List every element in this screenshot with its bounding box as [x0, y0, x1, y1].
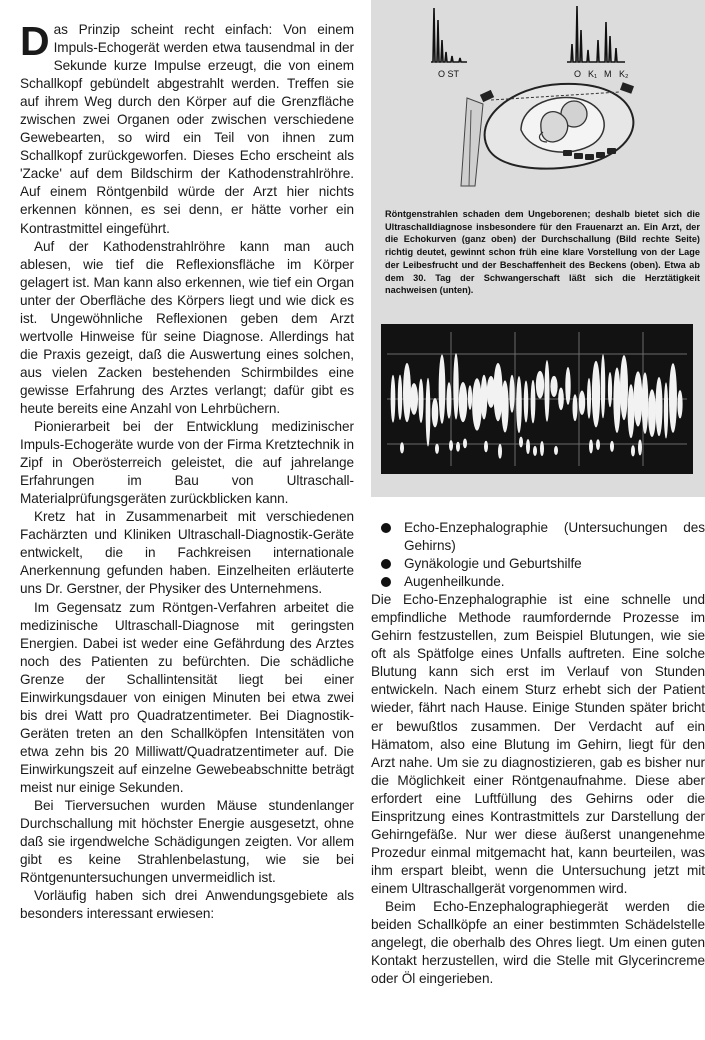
echo-blob: [453, 353, 458, 419]
paragraph-text: as Prinzip scheint recht einfach: Von einem Impuls-Echogerät werden etwa tausendmal in der Sekunde kurze Impulse erzeugt, die von einem Schallkopf gebündelt abgestrahlt werden. Treffen sie auf ihrem Weg durch den Körper auf die Grenzfläche zwischen zwei Organen oder zwischen verschiedene Gewebearten, so wird ein Teil von ihnen zum Schallkopf zurückgeworfen. Dieses Echo erscheint als 'Zacke' auf dem Bildschirm der Kathodenstrahlröhre. Auf einem Röntgenbild würde der Arzt hier nichts erkennen können, es sei denn, er hätte vorher ein Kontrastmittel eingeführt.: [20, 22, 354, 236]
label-o-st: O ST: [438, 69, 460, 79]
echo-blob: [677, 390, 682, 418]
echo-blob: [516, 376, 522, 433]
echo-blob: [579, 391, 585, 415]
paragraph: Pionierarbeit bei der Entwicklung medizinischer Impuls-Echogeräte wurde von der Firma Kretztechnik in Zipf in Oberösterreich geleistet, die auf jahrelange Erfahrungen im Bau von Ultraschall-Materialprüfungsgeräten zurückblicken kann.: [20, 419, 354, 507]
echo-blob: [592, 361, 600, 428]
echo-blob: [449, 440, 453, 451]
label-m: M: [604, 69, 612, 79]
bullet-icon: [381, 559, 391, 569]
echo-blob: [648, 389, 656, 437]
echo-blob: [463, 438, 467, 448]
list-item: [371, 555, 705, 573]
ultrasound-illustration: [371, 0, 705, 210]
label-o: O: [574, 69, 582, 79]
echo-blob: [472, 378, 482, 430]
echo-blob: [550, 376, 557, 397]
echo-blob: [554, 446, 558, 455]
list-item-text: Augenheilkunde.: [404, 574, 505, 590]
paragraph: Beim Echo-Enzephalographiegerät werden die beiden Schallköpfe an einer bestimmten Schädelstelle angelegt, die oberhalb des Ohres liegt. Um einen guten Kontakt herzustellen, wird die Stelle mit Glycerincreme oder Öl eingerieben.: [371, 898, 705, 987]
echo-blob: [524, 381, 529, 423]
transducer-right-icon: [620, 82, 634, 94]
paragraph: Im Gegensatz zum Röntgen-Verfahren arbeitet die medizinische Ultraschall-Diagnose mit geringsten Energien. Dabei ist weder eine Gefährdung des Arztes noch des Patienten zu befürchten. Die schädliche Grenze der Schallintensität liegt bei einer Einwirkungsdauer von einigen Minuten bei etwa zwei bis drei Watt pro Quadratzentimeter. Bei Diagnostik-Geräten treten an den Schallköpfen Intensitäten von etwa zehn bis 20 Milliwatt/Quadratzentimeter auf. Die Einwirkungszeit auf einzelne Gewebeabschnitte beträgt meist nur einige Sekunden.: [20, 599, 354, 795]
fetus-body-icon: [541, 112, 568, 142]
echo-blob: [631, 445, 635, 456]
echo-blob: [400, 442, 404, 453]
paragraph: Vorläufig haben sich drei Anwendungsgebiete als besonders interessant erwiesen:: [20, 888, 354, 922]
echo-blob: [432, 398, 439, 427]
echo-blob: [601, 354, 605, 418]
echo-blob: [403, 363, 411, 422]
echo-blob: [573, 394, 578, 421]
echo-blob: [638, 439, 642, 455]
echo-blob: [565, 367, 570, 405]
bullet-icon: [381, 577, 391, 587]
list-item: [371, 519, 705, 555]
echo-blob: [519, 437, 523, 448]
paragraph: Die Echo-Enzephalographie ist eine schnelle und empfindliche Methode raumfordernde Prozesse im Gehirn festzustellen, zum Beispiel Blutungen, wie sie oft als Spätfolge eines Unfalls auftreten. Eine solche Blutung kann sich erst im Verlauf von Stunden entwickeln. Nach einem Sturz erhebt sich der Patient wieder, fährt nach Hause. Einige Stunden später bricht er bewußtlos zusammen. Der Verdacht auf ein Hämatom, also eine Blutung im Gehirn, liegt für den Arzt nahe. Um sie zu diagnostizieren, gab es bisher nur die Möglichkeit einer Röntgenaufnahme. Diese aber erfordert eine Luftfüllung des Gehirns oder die Einspritzung eines Kontrastmittels zur Darstellung der Gehirngefäße. Nur wer diese äußerst unangenehme Prozedur einmal mitgemacht hat, kann beurteilen, was ihm erspart bleibt, wenn die Untersuchung jetzt mit einem Ultraschallgerät vorgenommen wird.: [371, 592, 705, 896]
echo-blob: [540, 441, 544, 456]
echo-blob: [447, 382, 452, 419]
echo-blob: [655, 377, 662, 436]
echo-blob: [509, 375, 514, 413]
list-item-text: Echo-Enzephalographie (Untersuchungen des Gehirns): [404, 520, 705, 554]
heart-activity-trace: [381, 324, 693, 474]
paragraph: Auf der Kathodenstrahlröhre kann man auch ablesen, wie tief die Reflexionsfläche im Körper gelagert ist. Man kann also erkennen, wie tief ein Organ unter der Oberfläche des Körpers liegt und wie dick es ist. Ungewöhnliche Reflexionen geben dem Arzt wertvolle Hinweise für seine Diagnose. Allerdings hat die Praxis gezeigt, daß die Auswertung eines solchen, aus vielen Zacken bestehenden Schirmbildes eine gewisse Erfahrung des Arztes verlangt; dafür gibt es heute bereits eine Anzahl von Lehrbüchern.: [20, 238, 354, 416]
echo-blob: [435, 444, 439, 454]
echo-blob: [634, 371, 643, 426]
list-item-text: Gynäkologie und Geburtshilfe: [404, 556, 582, 572]
paragraph: Bei Tierversuchen wurden Mäuse stundenlanger Durchschallung mit höchster Energie ausgesetzt, ohne daß sie irgendwelche Schädigungen zeigten. Vor allem gibt es keine Strahlenbelastung, wie sie bei Röntgenuntersuchungen unvermeidlich ist.: [20, 798, 354, 886]
echo-blob: [587, 378, 591, 419]
echo-blob: [501, 380, 508, 432]
echo-blob: [498, 444, 502, 459]
paragraph-intro: [20, 18, 354, 238]
echo-blob: [544, 360, 549, 422]
bullet-icon: [381, 523, 391, 533]
echo-blob: [608, 372, 612, 407]
echo-blob: [493, 363, 502, 421]
paragraph: Kretz hat in Zusammenarbeit mit verschiedenen Fachärzten und Kliniken Ultraschall-Diagnostik-Geräte entwickelt, die in Fachkreisen internationale Anerkennung gefunden haben. Einzelheiten erläuterte uns Dr. Gerstner, der Physiker des Unternehmens.: [20, 509, 354, 597]
echo-blob: [418, 379, 423, 423]
echo-blob: [610, 441, 614, 452]
right-text-column: [371, 519, 705, 988]
echo-blob: [426, 378, 431, 446]
echo-blob: [613, 368, 620, 433]
echo-blob: [526, 439, 530, 454]
echo-blob: [391, 375, 396, 423]
label-k2: K₂: [619, 69, 629, 79]
left-text-column: [20, 18, 354, 923]
echo-blob: [533, 446, 537, 456]
echo-blob: [456, 442, 460, 452]
echo-blob: [484, 441, 488, 453]
figure-caption: Röntgenstrahlen schaden dem Ungeborenen; deshalb bietet sich die Ultraschalldiagnose insbesondere für den Frauenarzt an. Ein Arzt, der die Echokurven (ganz oben) der Durchschallung (Bild rechte Seite) richtig deutet, gewinnt schon früh eine klare Vorstellung von der Lage der Leibesfrucht und der Beschaffenheit des Beckens (oben). Etwa ab dem 30. Tag der Schwangerschaft läßt sich die Herztätigkeit nachweisen (unten).: [385, 209, 700, 296]
echo-blob: [628, 384, 635, 438]
echo-blob: [669, 363, 677, 433]
echo-blob: [398, 375, 402, 420]
echo-blob: [589, 440, 593, 454]
echo-blob: [642, 372, 649, 433]
label-k1: K₁: [588, 69, 598, 79]
echo-blob: [536, 371, 544, 399]
echo-blob: [459, 382, 468, 422]
echo-blob: [620, 355, 628, 420]
drop-cap: D: [20, 18, 50, 64]
echo-curve-right: [567, 6, 625, 62]
echo-blob: [439, 354, 446, 423]
echo-blob: [558, 388, 564, 411]
application-list: [371, 519, 705, 591]
echo-blob: [531, 380, 536, 423]
echo-curve-left: [431, 8, 467, 62]
list-item: [371, 573, 705, 591]
echo-blob: [664, 382, 668, 438]
echo-blob: [410, 383, 418, 415]
echo-blob: [596, 439, 600, 450]
figure-box: [371, 0, 705, 497]
echo-blob: [481, 375, 488, 420]
echo-blob: [468, 385, 472, 410]
